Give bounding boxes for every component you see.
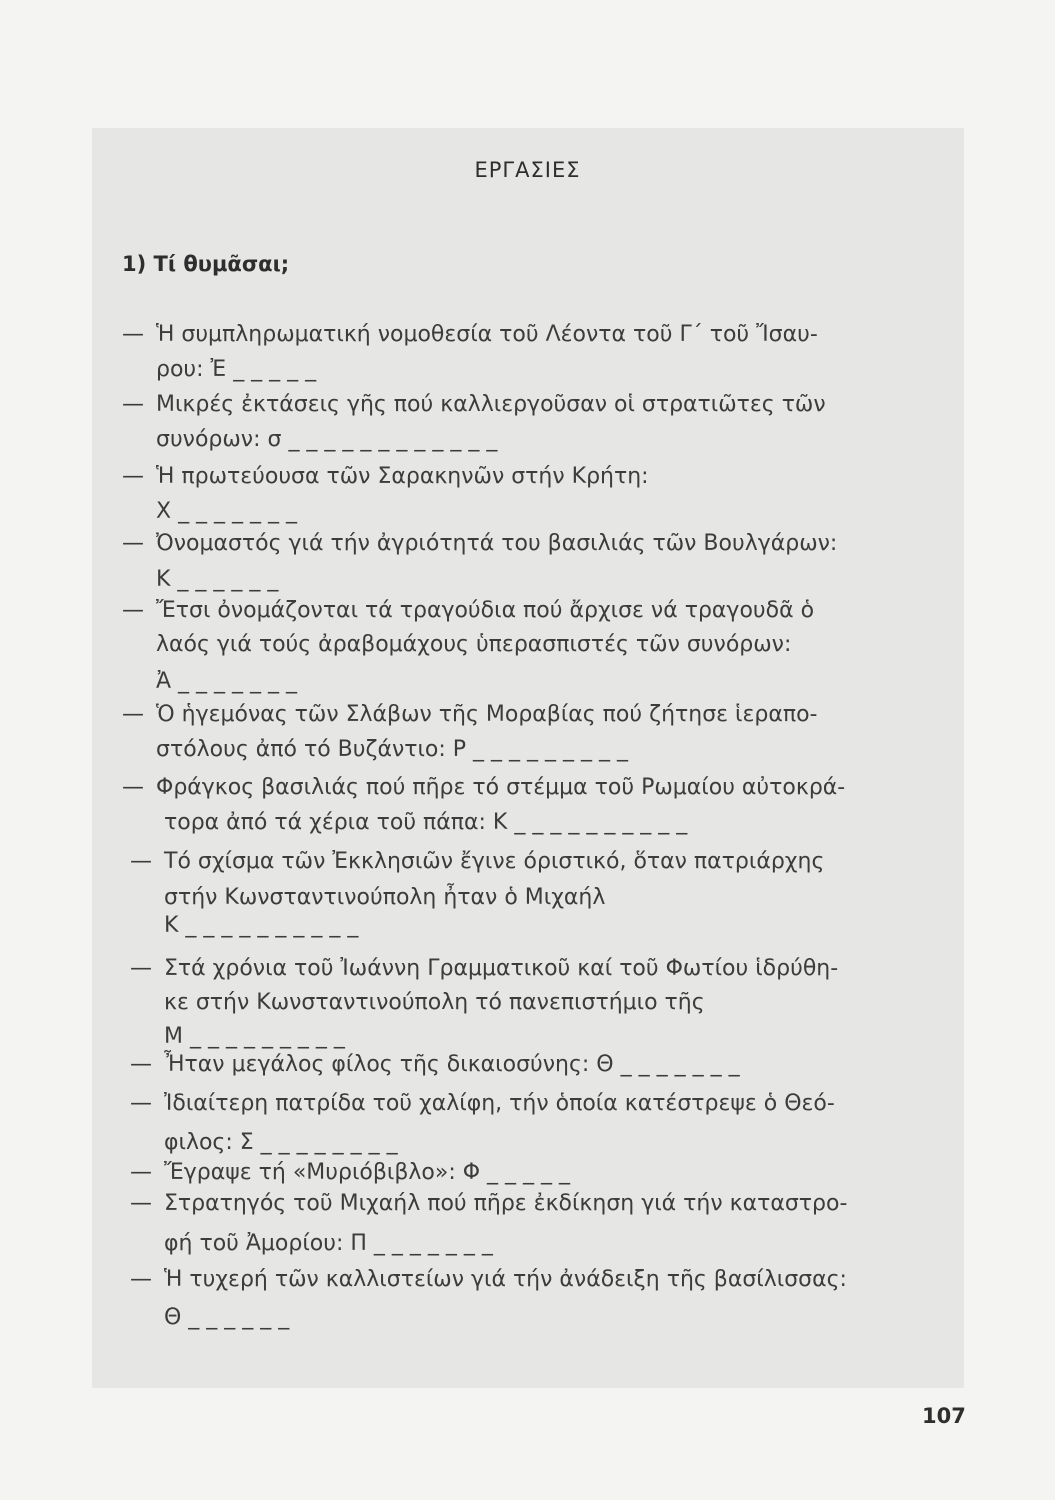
item-text: στόλους ἀπό τό Βυζάντιο: Ρ _ _ _ _ _ _ _ _ _	[156, 737, 629, 762]
exercise-line	[130, 1052, 740, 1077]
exercise-line	[130, 885, 605, 910]
item-text: Τό σχίσμα τῶν Ἐκκλησιῶν ἔγινε όριστικό, ὅταν πατριάρχης	[164, 849, 825, 874]
item-text: Μ _ _ _ _ _ _ _ _ _	[164, 1024, 345, 1049]
exercise-line	[122, 499, 297, 524]
exercise-line	[130, 1305, 289, 1330]
item-text: Στά χρόνια τοῦ Ἰωάννη Γραμματικοῦ καί τοῦ Φωτίου ἱδρύθη-	[164, 956, 839, 981]
exercise-line	[122, 669, 297, 694]
item-dash: —	[122, 392, 144, 417]
exercise-line	[130, 849, 824, 874]
item-text: Στρατηγός τοῦ Μιχαήλ πού πῆρε ἐκδίκηση γιά τήν καταστρο-	[164, 1191, 848, 1216]
exercise-line	[122, 531, 837, 556]
item-dash: —	[130, 1052, 152, 1077]
exercise-line	[122, 567, 278, 592]
item-text: τορα ἀπό τά χέρια τοῦ πάπα: Κ _ _ _ _ _ _ _ _ _ _	[164, 810, 688, 835]
item-dash: —	[122, 702, 144, 727]
item-text: Ὀνομαστός γιά τήν ἀγριότητά του βασιλιάς τῶν Βουλγάρων:	[156, 531, 838, 556]
item-text: κε στήν Κωνσταντινούπολη τό πανεπιστήμιο τῆς	[164, 990, 705, 1015]
exercise-line	[130, 1130, 398, 1155]
item-dash: —	[122, 775, 144, 800]
exercise-line	[130, 1160, 570, 1185]
exercise-line	[122, 632, 791, 657]
exercise-line	[122, 464, 649, 489]
item-dash: —	[130, 1091, 152, 1116]
item-dash: —	[122, 598, 144, 623]
exercise-line	[130, 1024, 345, 1049]
item-dash: —	[122, 531, 144, 556]
item-text: Ἡ συμπληρωματική νομοθεσία τοῦ Λέοντα τοῦ Γ΄ τοῦ Ἴσαυ-	[156, 322, 818, 347]
item-text: Ἔτσι ὀνομάζονται τά τραγούδια πού ἄρχισε νά τραγουδᾶ ὁ	[156, 598, 815, 623]
item-dash: —	[122, 322, 144, 347]
exercise-line	[130, 1091, 835, 1116]
item-text: Ἡ τυχερή τῶν καλλιστείων γιά τήν ἀνάδειξη τῆς βασίλισσας:	[164, 1267, 847, 1292]
item-dash: —	[130, 1267, 152, 1292]
item-text: φή τοῦ Ἀμορίου: Π _ _ _ _ _ _ _	[164, 1231, 493, 1256]
exercise-line	[122, 598, 814, 623]
item-text: στήν Κωνσταντινούπολη ἦταν ὁ Μιχαήλ	[164, 885, 606, 910]
item-text: ρου: Ἐ _ _ _ _ _	[156, 357, 317, 382]
exercise-line	[122, 357, 316, 382]
item-text: Ἰδιαίτερη πατρίδα τοῦ χαλίφη, τήν ὁποία κατέστρεψε ὁ Θεό-	[164, 1091, 835, 1116]
exercise-line	[122, 322, 818, 347]
item-text: λαός γιά τούς ἀραβομάχους ὑπερασπιστές τῶν συνόρων:	[156, 632, 792, 657]
exercise-line	[130, 956, 838, 981]
item-text: Κ _ _ _ _ _ _	[156, 567, 279, 592]
item-text: Χ _ _ _ _ _ _ _	[156, 499, 298, 524]
page-title: ΕΡΓΑΣΙΕΣ	[474, 158, 581, 182]
page-number: 107	[922, 1404, 966, 1428]
exercise-line	[130, 990, 705, 1015]
exercise-line	[130, 1231, 493, 1256]
exercise-heading: 1) Τί θυμᾶσαι;	[122, 252, 290, 276]
item-text: Κ _ _ _ _ _ _ _ _ _ _	[164, 913, 359, 938]
exercise-line	[122, 427, 497, 452]
exercise-line	[130, 1191, 847, 1216]
item-text: Φράγκος βασιλιάς πού πῆρε τό στέμμα τοῦ Ρωμαίου αὐτοκρά-	[156, 775, 846, 800]
item-text: Ἡ πρωτεύουσα τῶν Σαρακηνῶν στήν Κρήτη:	[156, 464, 649, 489]
exercise-line	[130, 1267, 847, 1292]
exercise-line	[122, 702, 817, 727]
item-text: Μικρές ἐκτάσεις γῆς πού καλλιεργοῦσαν οἱ στρατιῶτες τῶν	[156, 392, 826, 417]
item-text: φιλος: Σ _ _ _ _ _ _ _ _	[164, 1130, 398, 1155]
exercise-line	[130, 913, 358, 938]
item-text: Ἔγραψε τή «Μυριόβιβλο»: Φ _ _ _ _ _	[164, 1160, 571, 1185]
item-text: Ἦταν μεγάλος φίλος τῆς δικαιοσύνης: Θ _ _ _ _ _ _ _	[164, 1052, 740, 1077]
exercise-line	[130, 810, 687, 835]
exercise-line	[122, 737, 628, 762]
item-dash: —	[130, 1160, 152, 1185]
item-text: Θ _ _ _ _ _ _	[164, 1305, 290, 1330]
item-dash: —	[130, 1191, 152, 1216]
exercise-line	[122, 392, 826, 417]
exercise-line	[122, 775, 845, 800]
item-text: Ἀ _ _ _ _ _ _ _	[156, 669, 298, 694]
item-dash: —	[130, 849, 152, 874]
item-dash: —	[130, 956, 152, 981]
item-text: Ὁ ἡγεμόνας τῶν Σλάβων τῆς Μοραβίας πού ζήτησε ἱεραπο-	[156, 702, 818, 727]
item-dash: —	[122, 464, 144, 489]
item-text: συνόρων: σ _ _ _ _ _ _ _ _ _ _ _ _	[156, 427, 498, 452]
